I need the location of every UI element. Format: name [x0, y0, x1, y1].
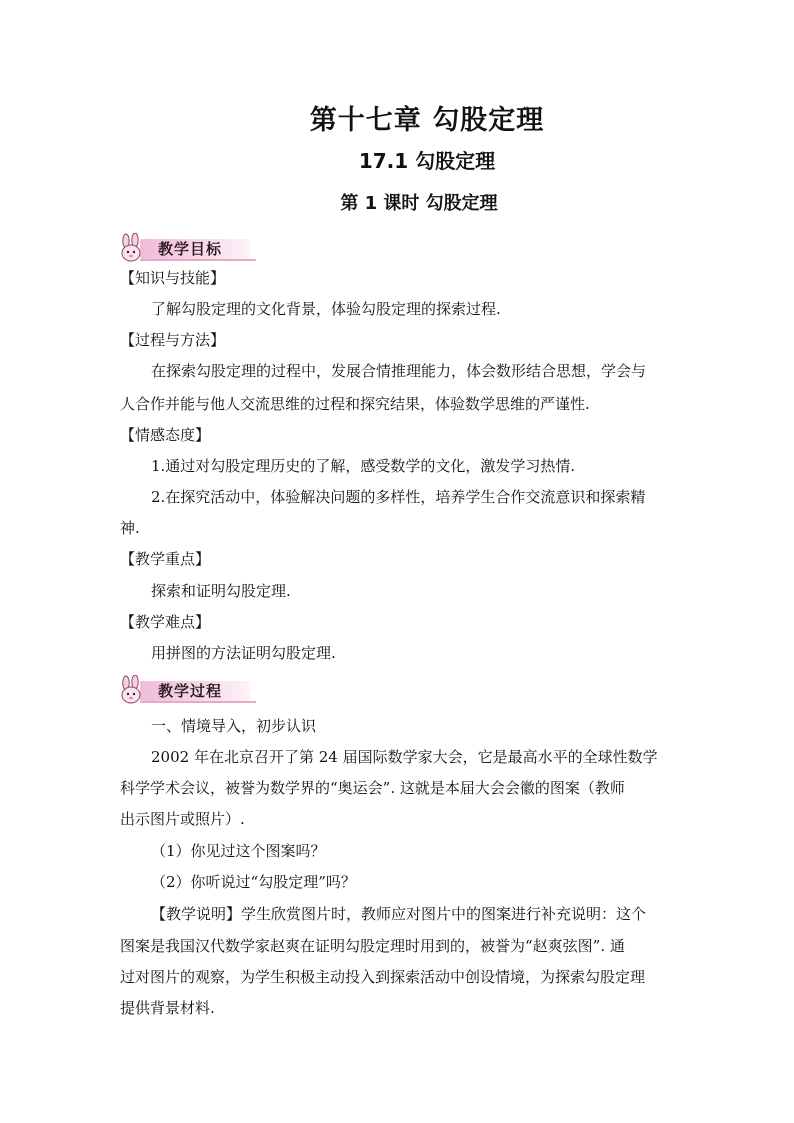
- key-text: 探索和证明勾股定理.: [151, 582, 291, 600]
- bunny-icon: [116, 675, 146, 705]
- process-text-line-2: 人合作并能与他人交流思维的过程和探究结果，体验数学思维的严谨性.: [120, 395, 590, 413]
- question-1: （1）你见过这个图案吗？: [151, 842, 326, 860]
- teaching-note-line-2: 图案是我国汉代数学家赵爽在证明勾股定理时用到的，被誉为“赵爽弦图”. 通: [120, 937, 625, 955]
- banner-underline: [140, 701, 256, 703]
- teaching-note-line-3: 过对图片的观察，为学生积极主动投入到探索活动中创设情境，为探索勾股定理: [120, 968, 646, 986]
- banner-underline: [140, 259, 256, 261]
- goals-banner: [116, 233, 258, 263]
- section-title: 17.1 勾股定理: [358, 149, 496, 173]
- attitude-text-2-line-1: 2.在探究活动中，体验解决问题的多样性，培养学生合作交流意识和探索精: [151, 488, 646, 506]
- lesson-title: 第 1 课时 勾股定理: [340, 193, 498, 214]
- attitude-text-1: 1.通过对勾股定理历史的了解，感受数学的文化，激发学习热情.: [151, 457, 576, 475]
- knowledge-text: 了解勾股定理的文化背景，体验勾股定理的探索过程.: [151, 300, 501, 318]
- question-2: （2）你听说过“勾股定理”吗？: [151, 873, 356, 891]
- attitude-heading: 【情感态度】: [120, 426, 211, 444]
- intro-para-line-1: 2002 年在北京召开了第 24 届国际数学家大会，它是最高水平的全球性数学: [151, 748, 658, 766]
- process-banner: [116, 675, 258, 705]
- teaching-note-line-1: 【教学说明】学生欣赏图片时，教师应对图片中的图案进行补充说明：这个: [151, 905, 647, 923]
- banner-label: 教学过程: [158, 682, 223, 700]
- step1-title: 一、情境导入，初步认识: [151, 717, 317, 735]
- teaching-note-line-4: 提供背景材料.: [120, 999, 215, 1017]
- intro-para-line-2: 科学学术会议，被誉为数学界的“奥运会”. 这就是本届大会会徽的图案（教师: [120, 779, 625, 797]
- intro-para-line-3: 出示图片或照片）.: [120, 810, 245, 828]
- difficulty-heading: 【教学难点】: [120, 613, 211, 631]
- key-heading: 【教学重点】: [120, 550, 211, 568]
- banner-label: 教学目标: [158, 240, 223, 258]
- chapter-title: 第十七章 勾股定理: [309, 105, 545, 136]
- knowledge-heading: 【知识与技能】: [120, 269, 226, 287]
- process-text-line-1: 在探索勾股定理的过程中，发展合情推理能力，体会数形结合思想，学会与: [151, 362, 647, 380]
- process-heading: 【过程与方法】: [120, 331, 226, 349]
- bunny-icon: [116, 233, 146, 263]
- difficulty-text: 用拼图的方法证明勾股定理.: [151, 644, 336, 662]
- attitude-text-2-line-2: 神.: [120, 519, 140, 537]
